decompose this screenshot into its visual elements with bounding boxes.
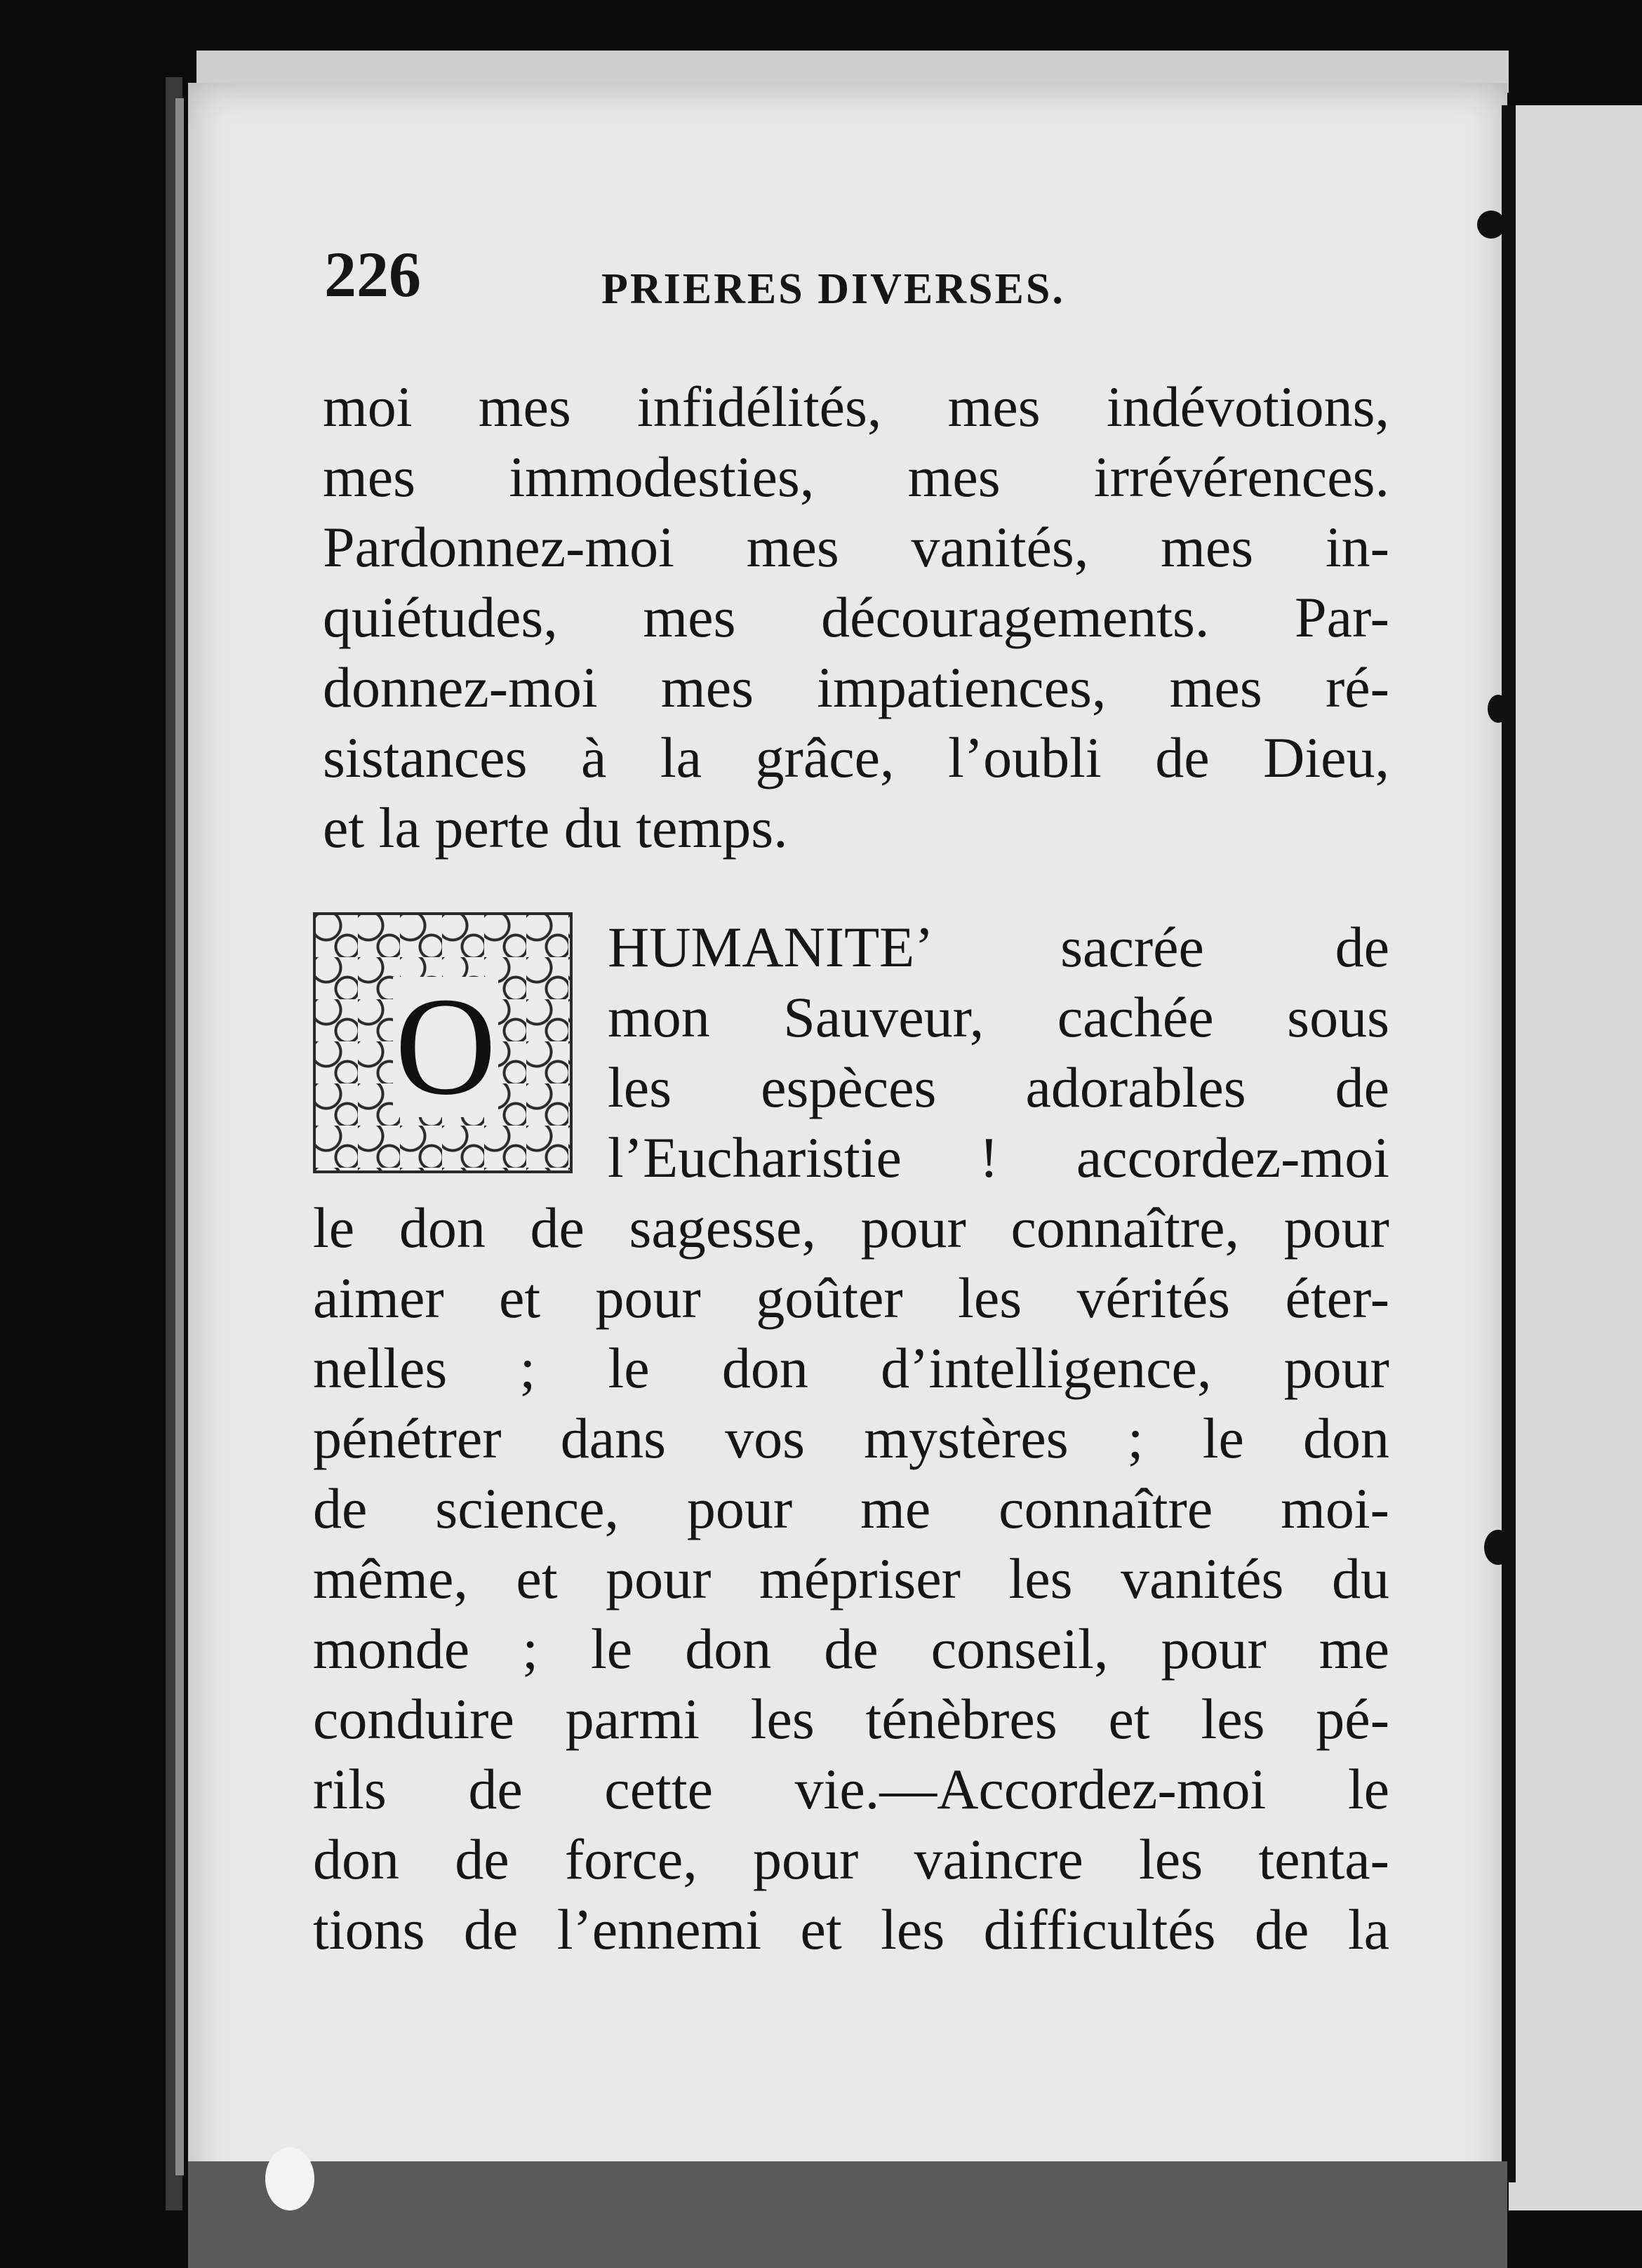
text-line: sistances à la grâce, l’oubli de Dieu, — [323, 726, 1389, 789]
text-line: pénétrer dans vos mystères ; le don — [313, 1406, 1389, 1470]
paragraph-1 — [323, 372, 1389, 863]
ink-dot — [1488, 695, 1509, 723]
drop-cap-indented-lines — [608, 912, 1389, 1193]
text-line: conduire parmi les ténèbres et les pé- — [313, 1687, 1389, 1751]
text-line: mes immodesties, mes irrévérences. — [323, 445, 1389, 509]
page-header — [324, 239, 1391, 326]
ink-dot — [1484, 1530, 1512, 1565]
text-line: moi mes infidélités, mes indévotions, — [323, 375, 1389, 439]
binding-gutter — [1502, 105, 1516, 2182]
full-width-lines — [313, 1193, 1389, 1965]
text-line: mon Sauveur, cachée sous — [608, 985, 1389, 1049]
page-bottom-shadow — [188, 2161, 1507, 2268]
text-line: tions de l’ennemi et les difficultés de la — [313, 1897, 1389, 1961]
running-title: PRIERES DIVERSES. — [601, 265, 1065, 313]
text-line: Pardonnez-moi mes vanités, mes in- — [323, 515, 1389, 579]
text-line: de science, pour me connaître moi- — [313, 1476, 1389, 1540]
text-line: aimer et pour goûter les vérités éter- — [313, 1266, 1389, 1330]
text-line: donnez-moi mes impatiences, mes ré- — [323, 655, 1389, 719]
text-line: et la perte du temps. — [323, 796, 788, 860]
text-line: quiétudes, mes découragements. Par- — [323, 585, 1389, 649]
ink-dot — [1477, 211, 1505, 239]
text-line: même, et pour mépriser les vanités du — [313, 1547, 1389, 1610]
text-line: HUMANITE’ sacrée de — [608, 915, 1389, 979]
drop-cap-letter: O — [393, 977, 498, 1117]
text-line: nelles ; le don d’intelligence, pour — [313, 1336, 1389, 1400]
text-line: le don de sagesse, pour connaître, pour — [313, 1196, 1389, 1260]
text-line: monde ; le don de conseil, pour me — [313, 1617, 1389, 1681]
text-line: don de force, pour vaincre les tenta- — [313, 1827, 1389, 1891]
page-number: 226 — [324, 239, 421, 310]
next-page-strip — [1509, 105, 1642, 2210]
text-line: les espèces adorables de — [608, 1055, 1389, 1119]
book-edge-left-inner — [175, 98, 184, 2175]
text-line: rils de cette vie.—Accordez-moi le — [313, 1757, 1389, 1821]
text-line: l’Eucharistie ! accordez-moi — [608, 1126, 1389, 1189]
ornamental-drop-cap — [313, 912, 573, 1173]
paper-smudge — [265, 2147, 314, 2210]
